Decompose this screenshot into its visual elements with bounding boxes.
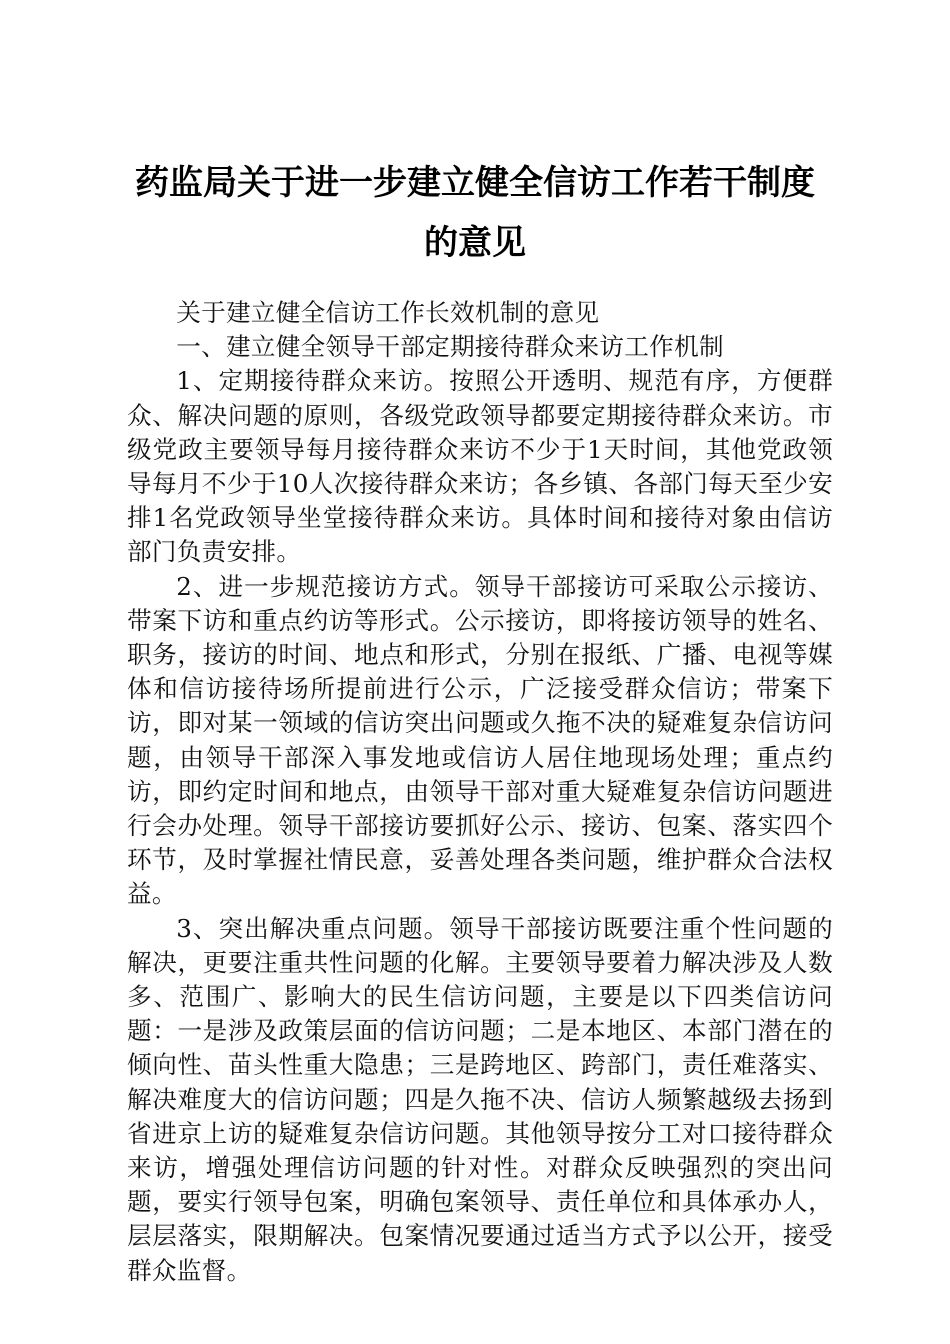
paragraph-subtitle: 关于建立健全信访工作长效机制的意见 (176, 298, 600, 327)
paragraph-item-3: 3、突出解决重点问题。领导干部接访既要注重个性问题的解决，更要注重共性问题的化解。主要领导要着力解决涉及人数多、范围广、影响大的民生信访问题，主要是以下四类信访问题：一是涉及政策层面的信访问题；二是本地区、本部门潜在的倾向性、苗头性重大隐患；三是跨地区、跨部门，责任难落实、解决难度大的信访问题；四是久拖不决、信访人频繁越级去扬到省进京上访的疑难复杂信访问题。其他领导按分工对口接待群众来访，增强处理信访问题的针对性。对群众反映强烈的突出问题，要实行领导包案，明确包案领导、责任单位和具体承办人，层层落实，限期解决。包案情况要通过适当方式予以公开，接受群众监督。 (127, 913, 833, 1285)
document-title-line-2: 的意见 (424, 223, 526, 263)
document-title-line-1: 药监局关于进一步建立健全信访工作若干制度 (135, 163, 815, 203)
document-body (127, 296, 833, 1288)
paragraph-item-1: 1、定期接待群众来访。按照公开透明、规范有序，方便群众、解决问题的原则，各级党政领导都要定期接待群众来访。市级党政主要领导每月接待群众来访不少于1天时间，其他党政领导每月不少于10人次接待群众来访；各乡镇、各部门每天至少安排1名党政领导坐堂接待群众来访。具体时间和接待对象由信访部门负责安排。 (127, 366, 833, 567)
paragraph-item-2: 2、进一步规范接访方式。领导干部接访可采取公示接访、带案下访和重点约访等形式。公示接访，即将接访领导的姓名、职务，接访的时间、地点和形式，分别在报纸、广播、电视等媒体和信访接待场所提前进行公示，广泛接受群众信访；带案下访，即对某一领域的信访突出问题或久拖不决的疑难复杂信访问题，由领导干部深入事发地或信访人居住地现场处理；重点约访，即约定时间和地点，由领导干部对重大疑难复杂信访问题进行会办处理。领导干部接访要抓好公示、接访、包案、落实四个环节，及时掌握社情民意，妥善处理各类问题，维护群众合法权益。 (127, 571, 833, 909)
paragraph-section-heading: 一、建立健全领导干部定期接待群众来访工作机制 (176, 332, 724, 362)
